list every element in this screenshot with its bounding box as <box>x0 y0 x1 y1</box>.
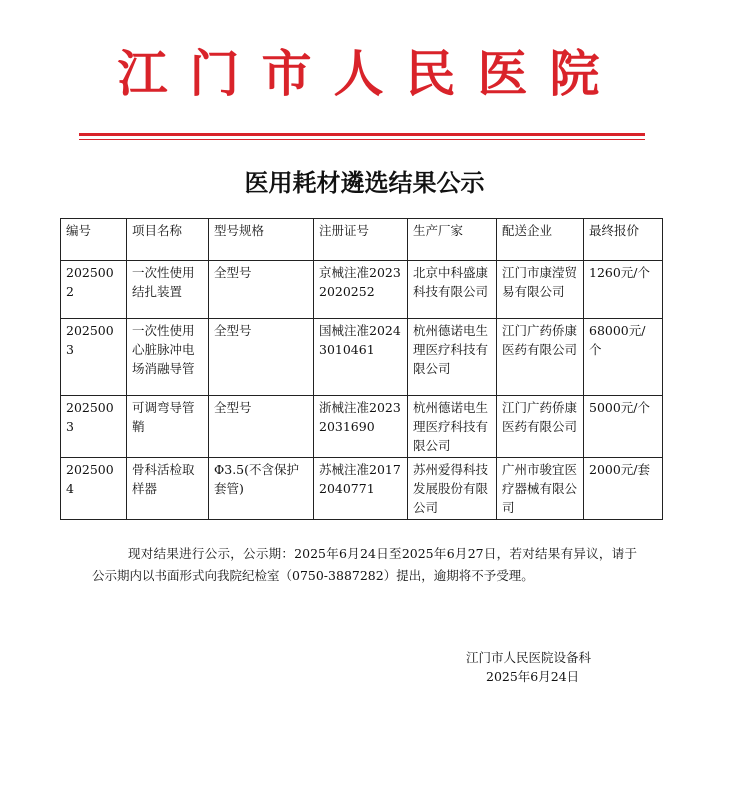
table-row <box>61 261 663 319</box>
cell-model-spec: 全型号 <box>209 319 314 396</box>
results-table <box>60 218 663 520</box>
letterhead-red-rule-thin <box>79 139 645 140</box>
letterhead-red-rule-thick <box>79 133 645 136</box>
cell-final-price: 2000元/套 <box>584 458 663 520</box>
table-row <box>61 396 663 458</box>
cell-model-spec: Φ3.5(不含保护套管) <box>209 458 314 520</box>
cell-manufacturer: 北京中科盛康科技有限公司 <box>408 261 497 319</box>
letterhead-hospital-name: 江门市人民医院 <box>117 44 622 103</box>
cell-final-price: 5000元/个 <box>584 396 663 458</box>
cell-final-price: 1260元/个 <box>584 261 663 319</box>
signoff-date: 2025年6月24日 <box>486 669 580 684</box>
document-title: 医用耗材遴选结果公示 <box>244 169 485 197</box>
table-row <box>61 319 663 396</box>
cell-manufacturer: 苏州爱得科技发展股份有限公司 <box>408 458 497 520</box>
cell-distributor: 江门广药侨康医药有限公司 <box>497 319 584 396</box>
table-header-row <box>61 219 663 261</box>
table-row <box>61 458 663 520</box>
header-distributor: 配送企业 <box>497 219 584 261</box>
cell-distributor: 广州市骏宜医疗器械有限公司 <box>497 458 584 520</box>
cell-registration-no: 京械注准20232020252 <box>314 261 408 319</box>
cell-id: 2025003 <box>61 319 127 396</box>
cell-manufacturer: 杭州德诺电生理医疗科技有限公司 <box>408 396 497 458</box>
publicity-notice: 现对结果进行公示，公示期：2025年6月24日至2025年6月27日，若对结果有异议，请于公示期内以书面形式向我院纪检室（0750-3887282）提出，逾期将不予受理。 <box>92 545 637 583</box>
cell-final-price: 68000元/个 <box>584 319 663 396</box>
cell-registration-no: 国械注准20243010461 <box>314 319 408 396</box>
header-item-name: 项目名称 <box>127 219 209 261</box>
cell-registration-no: 浙械注准20232031690 <box>314 396 408 458</box>
cell-distributor: 江门市康滢贸易有限公司 <box>497 261 584 319</box>
cell-item-name: 一次性使用心脏脉冲电场消融导管 <box>127 319 209 396</box>
cell-item-name: 骨科活检取样器 <box>127 458 209 520</box>
cell-registration-no: 苏械注准20172040771 <box>314 458 408 520</box>
header-manufacturer: 生产厂家 <box>408 219 497 261</box>
cell-distributor: 江门广药侨康医药有限公司 <box>497 396 584 458</box>
cell-id: 2025004 <box>61 458 127 520</box>
header-final-price: 最终报价 <box>584 219 663 261</box>
header-registration-no: 注册证号 <box>314 219 408 261</box>
signoff-department: 江门市人民医院设备科 <box>466 650 592 665</box>
cell-manufacturer: 杭州德诺电生理医疗科技有限公司 <box>408 319 497 396</box>
cell-model-spec: 全型号 <box>209 261 314 319</box>
cell-id: 2025003 <box>61 396 127 458</box>
cell-id: 2025002 <box>61 261 127 319</box>
header-model-spec: 型号规格 <box>209 219 314 261</box>
header-id: 编号 <box>61 219 127 261</box>
cell-item-name: 一次性使用结扎装置 <box>127 261 209 319</box>
cell-model-spec: 全型号 <box>209 396 314 458</box>
cell-item-name: 可调弯导管鞘 <box>127 396 209 458</box>
